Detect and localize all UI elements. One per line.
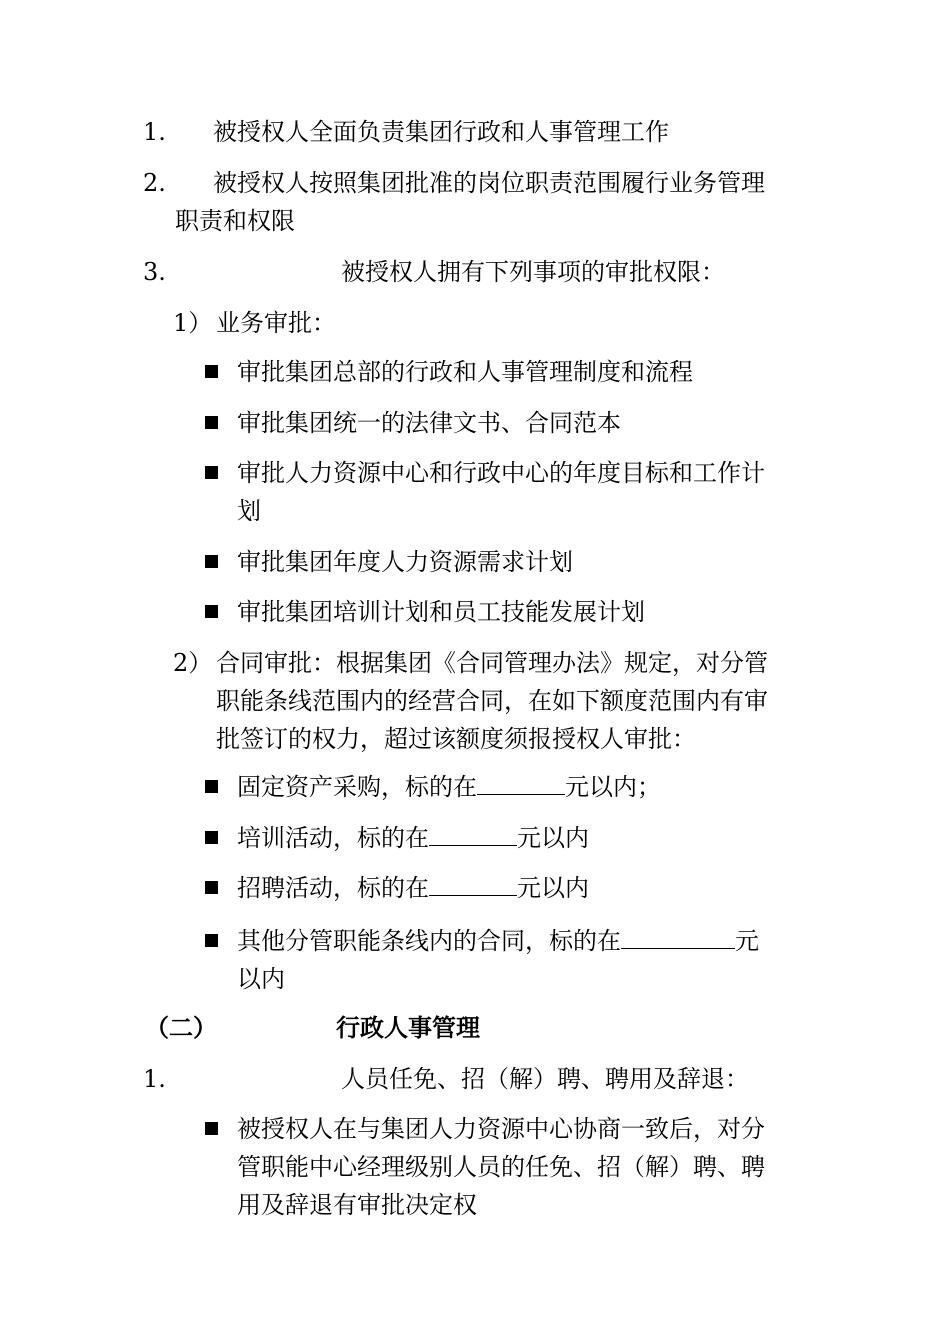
square-bullet-icon bbox=[205, 881, 218, 894]
sub-2-text-line3: 批签订的权力，超过该额度须报授权人审批： bbox=[216, 725, 696, 753]
bullet-text: 审批集团年度人力资源需求计划 bbox=[237, 548, 573, 576]
item-3-text: 被授权人拥有下列事项的审批权限： bbox=[341, 258, 725, 286]
square-bullet-icon bbox=[205, 365, 218, 378]
bullet-text-line3: 用及辞退有审批决定权 bbox=[237, 1191, 477, 1219]
bullet-post-text: 元以内 bbox=[517, 874, 589, 902]
square-bullet-icon bbox=[205, 1122, 218, 1135]
bullet-text: 审批集团统一的法律文书、合同范本 bbox=[237, 409, 621, 437]
bullet-amount-fixed-assets bbox=[237, 768, 661, 806]
bullet-amount-training bbox=[237, 819, 589, 857]
item-2-number: 2. bbox=[143, 169, 166, 197]
bullet-text-line1: 审批人力资源中心和行政中心的年度目标和工作计 bbox=[237, 459, 765, 487]
bullet-post-text: 元以内 bbox=[517, 824, 589, 852]
bullet-pre-text: 固定资产采购，标的在 bbox=[237, 773, 477, 801]
square-bullet-icon bbox=[205, 831, 218, 844]
bullet-pre-text: 招聘活动，标的在 bbox=[237, 874, 429, 902]
section-2-item-1-number: 1. bbox=[143, 1065, 166, 1093]
square-bullet-icon bbox=[205, 416, 218, 429]
square-bullet-icon bbox=[205, 466, 218, 479]
section-2-title: 行政人事管理 bbox=[336, 1013, 480, 1042]
sub-1-text: 业务审批： bbox=[216, 309, 336, 337]
bullet-post-text: 元 bbox=[735, 927, 759, 955]
bullet-amount-other bbox=[237, 922, 759, 960]
sub-1-number: 1） bbox=[173, 309, 213, 337]
sub-2-text-line1: 合同审批：根据集团《合同管理办法》规定，对分管 bbox=[216, 649, 768, 677]
item-1-text: 被授权人全面负责集团行政和人事管理工作 bbox=[213, 118, 669, 146]
item-2-text-line1: 被授权人按照集团批准的岗位职责范围履行业务管理 bbox=[213, 169, 765, 197]
bullet-text: 审批集团总部的行政和人事管理制度和流程 bbox=[237, 358, 693, 386]
amount-blank bbox=[621, 922, 735, 949]
square-bullet-icon bbox=[205, 780, 218, 793]
bullet-text-line1: 被授权人在与集团人力资源中心协商一致后，对分 bbox=[237, 1115, 765, 1143]
bullet-pre-text: 培训活动，标的在 bbox=[237, 824, 429, 852]
bullet-amount-recruiting bbox=[237, 869, 589, 907]
item-2-text-line2: 职责和权限 bbox=[175, 207, 295, 235]
sub-2-number: 2） bbox=[173, 649, 213, 677]
amount-blank bbox=[429, 819, 517, 846]
amount-blank bbox=[429, 869, 517, 896]
bullet-pre-text: 其他分管职能条线内的合同，标的在 bbox=[237, 927, 621, 955]
sub-2-text-line2: 职能条线范围内的经营合同，在如下额度范围内有审 bbox=[216, 687, 768, 715]
bullet-text-line2: 划 bbox=[237, 497, 261, 525]
section-2-number: （二） bbox=[145, 1013, 217, 1042]
item-3-number: 3. bbox=[143, 258, 166, 286]
square-bullet-icon bbox=[205, 605, 218, 618]
bullet-text-line2: 管职能中心经理级别人员的任免、招（解）聘、聘 bbox=[237, 1153, 765, 1181]
section-2-item-1-text: 人员任免、招（解）聘、聘用及辞退： bbox=[341, 1065, 749, 1093]
bullet-amount-other-line2: 以内 bbox=[237, 965, 285, 993]
square-bullet-icon bbox=[205, 934, 218, 947]
amount-blank bbox=[477, 768, 565, 795]
bullet-post-text: 元以内； bbox=[565, 773, 661, 801]
square-bullet-icon bbox=[205, 555, 218, 568]
bullet-text: 审批集团培训计划和员工技能发展计划 bbox=[237, 598, 645, 626]
item-1-number: 1. bbox=[143, 118, 166, 146]
